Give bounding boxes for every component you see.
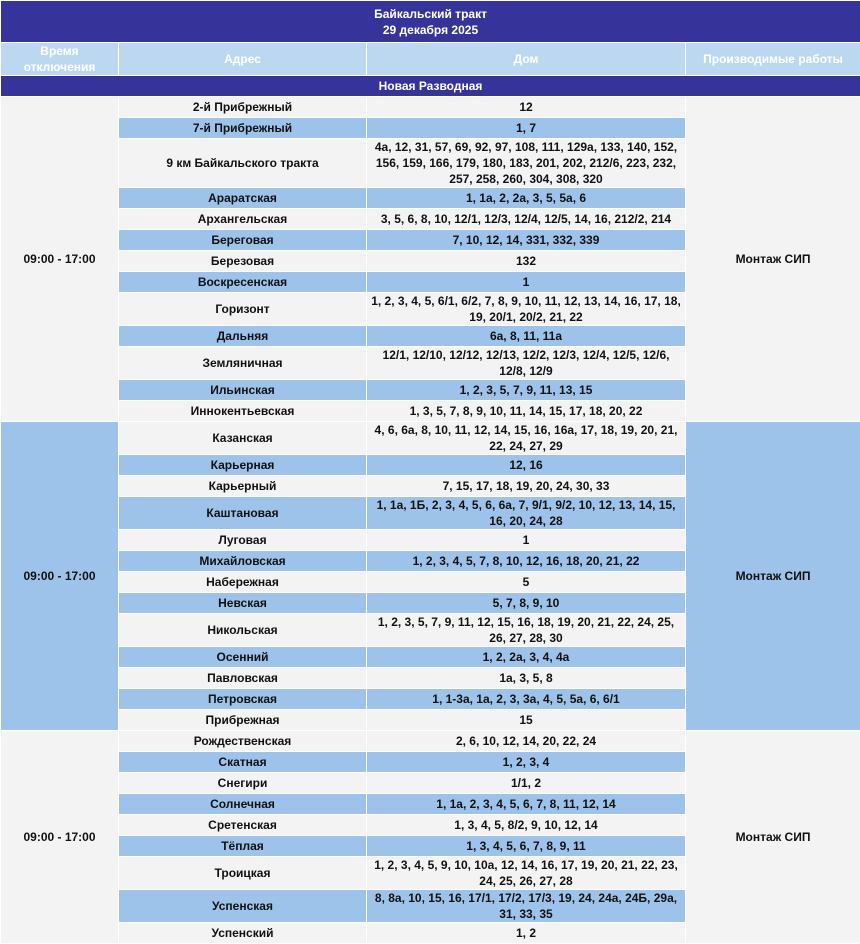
street-name: Араратская bbox=[119, 188, 367, 209]
street-name: 7-й Прибрежный bbox=[119, 118, 367, 139]
works-type: Монтаж СИП bbox=[686, 731, 860, 944]
table-title-row bbox=[1, 1, 860, 43]
street-name: Снегири bbox=[119, 773, 367, 794]
table-row bbox=[1, 422, 860, 455]
house-numbers: 1, 2, 3, 4, 5, 6/1, 6/2, 7, 8, 9, 10, 11, 12, 13, 14, 16, 17, 18, 19, 20/1, 20/2, 21, 22 bbox=[367, 293, 686, 326]
house-numbers: 1, 2 bbox=[367, 923, 686, 944]
house-numbers: 1, 3, 4, 5, 8/2, 9, 10, 12, 14 bbox=[367, 815, 686, 836]
street-name: Березовая bbox=[119, 251, 367, 272]
street-name: Береговая bbox=[119, 230, 367, 251]
street-name: Тёплая bbox=[119, 836, 367, 857]
street-name: Прибрежная bbox=[119, 710, 367, 731]
header-works: Производимые работы bbox=[686, 43, 860, 76]
street-name: Иннокентьевская bbox=[119, 401, 367, 422]
street-name: Михайловская bbox=[119, 551, 367, 572]
house-numbers: 12/1, 12/10, 12/12, 12/13, 12/2, 12/3, 12/4, 12/5, 12/6, 12/8, 12/9 bbox=[367, 347, 686, 380]
house-numbers: 1, 2, 3, 4, 5, 7, 8, 10, 12, 16, 18, 20, 21, 22 bbox=[367, 551, 686, 572]
house-numbers: 1, 1а, 2, 2а, 3, 5, 5а, 6 bbox=[367, 188, 686, 209]
street-name: Невская bbox=[119, 593, 367, 614]
street-name: Каштановая bbox=[119, 497, 367, 530]
house-numbers: 7, 15, 17, 18, 19, 20, 24, 30, 33 bbox=[367, 476, 686, 497]
street-name: Никольская bbox=[119, 614, 367, 647]
house-numbers: 2, 6, 10, 12, 14, 20, 22, 24 bbox=[367, 731, 686, 752]
title-text: Байкальский тракт bbox=[5, 6, 856, 22]
street-name: Карьерный bbox=[119, 476, 367, 497]
house-numbers: 12 bbox=[367, 97, 686, 118]
house-numbers: 1, 2, 3, 5, 7, 9, 11, 13, 15 bbox=[367, 380, 686, 401]
house-numbers: 1а, 3, 5, 8 bbox=[367, 668, 686, 689]
outage-time: 09:00 - 17:00 bbox=[1, 97, 119, 422]
title-date: 29 декабря 2025 bbox=[5, 22, 856, 38]
house-numbers: 1 bbox=[367, 530, 686, 551]
house-numbers: 12, 16 bbox=[367, 455, 686, 476]
house-numbers: 4а, 12, 31, 57, 69, 92, 97, 108, 111, 129а, 133, 140, 152, 156, 159, 166, 179, 180, 183, 201, 202, 212/6, 223, 232, 257, 258, 260, 304, 308, 320 bbox=[367, 139, 686, 188]
house-numbers: 1, 7 bbox=[367, 118, 686, 139]
house-numbers: 15 bbox=[367, 710, 686, 731]
street-name: Воскресенская bbox=[119, 272, 367, 293]
street-name: Успенская bbox=[119, 890, 367, 923]
street-name: Архангельская bbox=[119, 209, 367, 230]
section-title: Новая Разводная bbox=[1, 76, 860, 97]
works-type: Монтаж СИП bbox=[686, 97, 860, 422]
house-numbers: 132 bbox=[367, 251, 686, 272]
header-time: Время отключения bbox=[1, 43, 119, 76]
street-name: 9 км Байкальского тракта bbox=[119, 139, 367, 188]
street-name: Рождественская bbox=[119, 731, 367, 752]
house-numbers: 5 bbox=[367, 572, 686, 593]
street-name: Скатная bbox=[119, 752, 367, 773]
house-numbers: 1, 3, 4, 5, 6, 7, 8, 9, 11 bbox=[367, 836, 686, 857]
street-name: Казанская bbox=[119, 422, 367, 455]
house-numbers: 1, 1а, 1Б, 2, 3, 4, 5, 6, 6а, 7, 9/1, 9/2, 10, 12, 13, 14, 15, 16, 20, 24, 28 bbox=[367, 497, 686, 530]
street-name: Успенский bbox=[119, 923, 367, 944]
column-header-row bbox=[1, 43, 860, 76]
house-numbers: 6а, 8, 11, 11а bbox=[367, 326, 686, 347]
outage-time: 09:00 - 17:00 bbox=[1, 422, 119, 731]
header-address: Адрес bbox=[119, 43, 367, 76]
street-name: Ильинская bbox=[119, 380, 367, 401]
street-name: Карьерная bbox=[119, 455, 367, 476]
works-type: Монтаж СИП bbox=[686, 422, 860, 731]
house-numbers: 1, 3, 5, 7, 8, 9, 10, 11, 14, 15, 17, 18, 20, 22 bbox=[367, 401, 686, 422]
house-numbers: 8, 8а, 10, 15, 16, 17/1, 17/2, 17/3, 19, 24, 24а, 24Б, 29а, 31, 33, 35 bbox=[367, 890, 686, 923]
house-numbers: 1 bbox=[367, 272, 686, 293]
house-numbers: 5, 7, 8, 9, 10 bbox=[367, 593, 686, 614]
table-title bbox=[1, 1, 860, 43]
street-name: Дальняя bbox=[119, 326, 367, 347]
table-row bbox=[1, 97, 860, 118]
house-numbers: 1, 1а, 2, 3, 4, 5, 6, 7, 8, 11, 12, 14 bbox=[367, 794, 686, 815]
header-house: Дом bbox=[367, 43, 686, 76]
street-name: 2-й Прибрежный bbox=[119, 97, 367, 118]
outage-time: 09:00 - 17:00 bbox=[1, 731, 119, 944]
table-row bbox=[1, 731, 860, 752]
house-numbers: 1, 2, 3, 4 bbox=[367, 752, 686, 773]
house-numbers: 1, 1-3а, 1а, 2, 3, 3а, 4, 5, 5а, 6, 6/1 bbox=[367, 689, 686, 710]
street-name: Горизонт bbox=[119, 293, 367, 326]
street-name: Сретенская bbox=[119, 815, 367, 836]
house-numbers: 1/1, 2 bbox=[367, 773, 686, 794]
house-numbers: 1, 2, 3, 5, 7, 9, 11, 12, 15, 16, 18, 19, 20, 21, 22, 24, 25, 26, 27, 28, 30 bbox=[367, 614, 686, 647]
house-numbers: 1, 2, 3, 4, 5, 9, 10, 10а, 12, 14, 16, 17, 19, 20, 21, 22, 23, 24, 25, 26, 27, 28 bbox=[367, 857, 686, 890]
section-row bbox=[1, 76, 860, 97]
street-name: Набережная bbox=[119, 572, 367, 593]
street-name: Луговая bbox=[119, 530, 367, 551]
house-numbers: 1, 2, 2а, 3, 4, 4а bbox=[367, 647, 686, 668]
street-name: Земляничная bbox=[119, 347, 367, 380]
street-name: Осенний bbox=[119, 647, 367, 668]
street-name: Троицкая bbox=[119, 857, 367, 890]
street-name: Солнечная bbox=[119, 794, 367, 815]
house-numbers: 3, 5, 6, 8, 10, 12/1, 12/3, 12/4, 12/5, 14, 16, 212/2, 214 bbox=[367, 209, 686, 230]
house-numbers: 4, 6, 6а, 8, 10, 11, 12, 14, 15, 16, 16а, 17, 18, 19, 20, 21, 22, 24, 27, 29 bbox=[367, 422, 686, 455]
house-numbers: 7, 10, 12, 14, 331, 332, 339 bbox=[367, 230, 686, 251]
street-name: Павловская bbox=[119, 668, 367, 689]
street-name: Петровская bbox=[119, 689, 367, 710]
